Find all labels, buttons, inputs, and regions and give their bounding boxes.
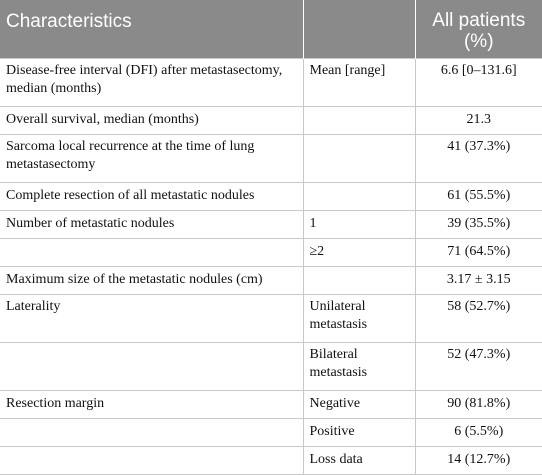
row-subcategory <box>303 134 415 182</box>
table-row <box>0 182 542 210</box>
table-row <box>0 266 542 294</box>
row-subcategory <box>303 182 415 210</box>
row-subcategory <box>303 266 415 294</box>
row-value: 39 (35.5%) <box>415 210 542 238</box>
row-value: 71 (64.5%) <box>415 238 542 266</box>
table-row <box>0 58 542 106</box>
row-characteristic: Number of metastatic nodules <box>0 210 303 238</box>
table-row <box>0 210 542 238</box>
row-value: 61 (55.5%) <box>415 182 542 210</box>
header-characteristics: Characteristics <box>0 0 303 58</box>
table-row <box>0 342 542 390</box>
row-subcategory <box>303 106 415 134</box>
row-subcategory: Unilateral metastasis <box>303 294 415 342</box>
row-characteristic <box>0 342 303 390</box>
row-characteristic: Complete resection of all metastatic nodules <box>0 182 303 210</box>
row-subcategory: Bilateral metastasis <box>303 342 415 390</box>
header-subcategory <box>303 0 415 58</box>
row-value: 6 (5.5%) <box>415 418 542 446</box>
row-value: 3.17 ± 3.15 <box>415 266 542 294</box>
row-characteristic <box>0 446 303 474</box>
row-value: 6.6 [0–131.6] <box>415 58 542 106</box>
row-characteristic: Overall survival, median (months) <box>0 106 303 134</box>
row-subcategory: Loss data <box>303 446 415 474</box>
table-row <box>0 106 542 134</box>
row-characteristic <box>0 238 303 266</box>
row-subcategory: Positive <box>303 418 415 446</box>
row-characteristic: Sarcoma local recurrence at the time of lung metastasectomy <box>0 134 303 182</box>
row-subcategory: Mean [range] <box>303 58 415 106</box>
row-subcategory: Negative <box>303 390 415 418</box>
row-value: 58 (52.7%) <box>415 294 542 342</box>
row-characteristic: Laterality <box>0 294 303 342</box>
row-value: 14 (12.7%) <box>415 446 542 474</box>
table-row <box>0 294 542 342</box>
row-characteristic: Disease-free interval (DFI) after metastasectomy, median (months) <box>0 58 303 106</box>
table-row <box>0 238 542 266</box>
header-all-patients-line2: (%) <box>463 31 494 52</box>
header-all-patients-line1: All patients <box>432 10 526 31</box>
row-subcategory: ≥2 <box>303 238 415 266</box>
header-row <box>0 0 542 58</box>
row-characteristic: Resection margin <box>0 390 303 418</box>
row-characteristic <box>0 418 303 446</box>
row-value: 21.3 <box>415 106 542 134</box>
row-value: 90 (81.8%) <box>415 390 542 418</box>
row-value: 52 (47.3%) <box>415 342 542 390</box>
row-value: 41 (37.3%) <box>415 134 542 182</box>
table-row <box>0 134 542 182</box>
table-row <box>0 418 542 446</box>
header-all-patients <box>415 0 542 58</box>
row-characteristic: Maximum size of the metastatic nodules (cm) <box>0 266 303 294</box>
row-subcategory: 1 <box>303 210 415 238</box>
table-row <box>0 446 542 474</box>
table-row <box>0 390 542 418</box>
